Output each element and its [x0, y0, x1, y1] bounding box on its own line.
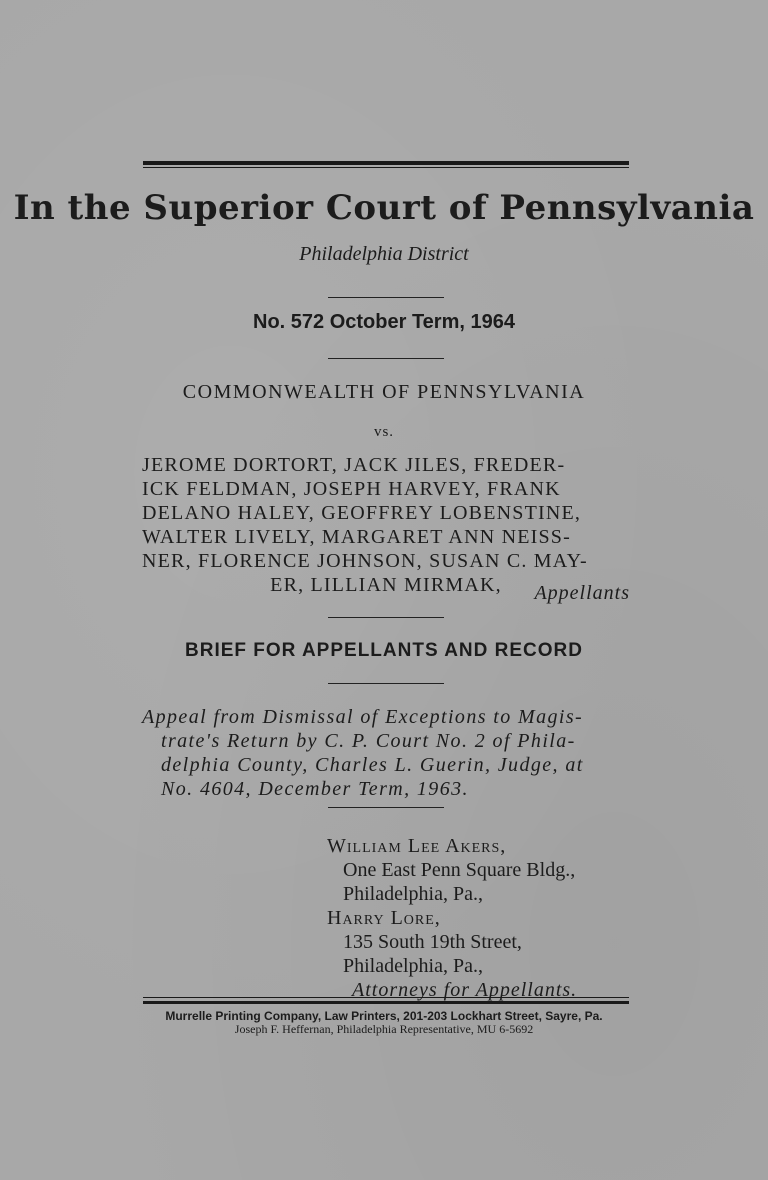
attorneys-block: [327, 834, 637, 1002]
printer-imprint: [0, 1010, 768, 1036]
defendants-block: [142, 453, 630, 597]
top-thin-rule: [143, 167, 629, 168]
defendants-line: JEROME DORTORT, JACK JILES, FREDER-: [142, 454, 566, 476]
appeal-line: trate's Return by C. P. Court No. 2 of Phila-: [161, 730, 576, 752]
court-title: In the Superior Court of Pennsylvania: [13, 188, 755, 228]
appellants-label: Appellants: [534, 582, 630, 604]
attorney-address: Philadelphia, Pa.,: [343, 883, 483, 905]
appeal-line: No. 4604, December Term, 1963.: [161, 778, 469, 800]
divider-rule: [328, 358, 444, 359]
divider-rule: [328, 617, 444, 618]
attorney-name: William Lee Akers,: [327, 835, 507, 857]
plaintiff-name: COMMONWEALTH OF PENNSYLVANIA: [182, 381, 586, 403]
appeal-description: [142, 705, 630, 801]
printer-line: Murrelle Printing Company, Law Printers, 201-203 Lockhart Street, Sayre, Pa.: [165, 1009, 603, 1023]
docket-number: No. 572 October Term, 1964: [253, 311, 515, 333]
divider-rule: [328, 297, 444, 298]
attorney-address: One East Penn Square Bldg.,: [343, 859, 576, 881]
appeal-line: delphia County, Charles L. Guerin, Judge, at: [161, 754, 584, 776]
appeal-line: Appeal from Dismissal of Exceptions to Magis-: [142, 706, 584, 728]
bottom-thin-rule: [143, 997, 629, 998]
brief-title: BRIEF FOR APPELLANTS AND RECORD: [185, 640, 583, 661]
divider-rule: [328, 683, 444, 684]
defendants-line: DELANO HALEY, GEOFFREY LOBENSTINE,: [142, 502, 582, 524]
attorney-name: Harry Lore,: [327, 907, 441, 929]
defendants-line: WALTER LIVELY, MARGARET ANN NEISS-: [142, 526, 571, 548]
bottom-thick-rule: [143, 1001, 629, 1004]
divider-rule: [328, 807, 444, 808]
versus-label: vs.: [373, 424, 395, 440]
district-name: Philadelphia District: [299, 243, 469, 265]
defendants-line: ER, LILLIAN MIRMAK,: [270, 574, 502, 596]
attorney-address: 135 South 19th Street,: [343, 931, 522, 953]
top-thick-rule: [143, 161, 629, 165]
attorneys-role: Attorneys for Appellants.: [352, 979, 578, 1001]
attorney-address: Philadelphia, Pa.,: [343, 955, 483, 977]
printer-line: Joseph F. Heffernan, Philadelphia Representative, MU 6-5692: [234, 1022, 534, 1036]
defendants-line: NER, FLORENCE JOHNSON, SUSAN C. MAY-: [142, 550, 588, 572]
defendants-line: ICK FELDMAN, JOSEPH HARVEY, FRANK: [142, 478, 561, 500]
